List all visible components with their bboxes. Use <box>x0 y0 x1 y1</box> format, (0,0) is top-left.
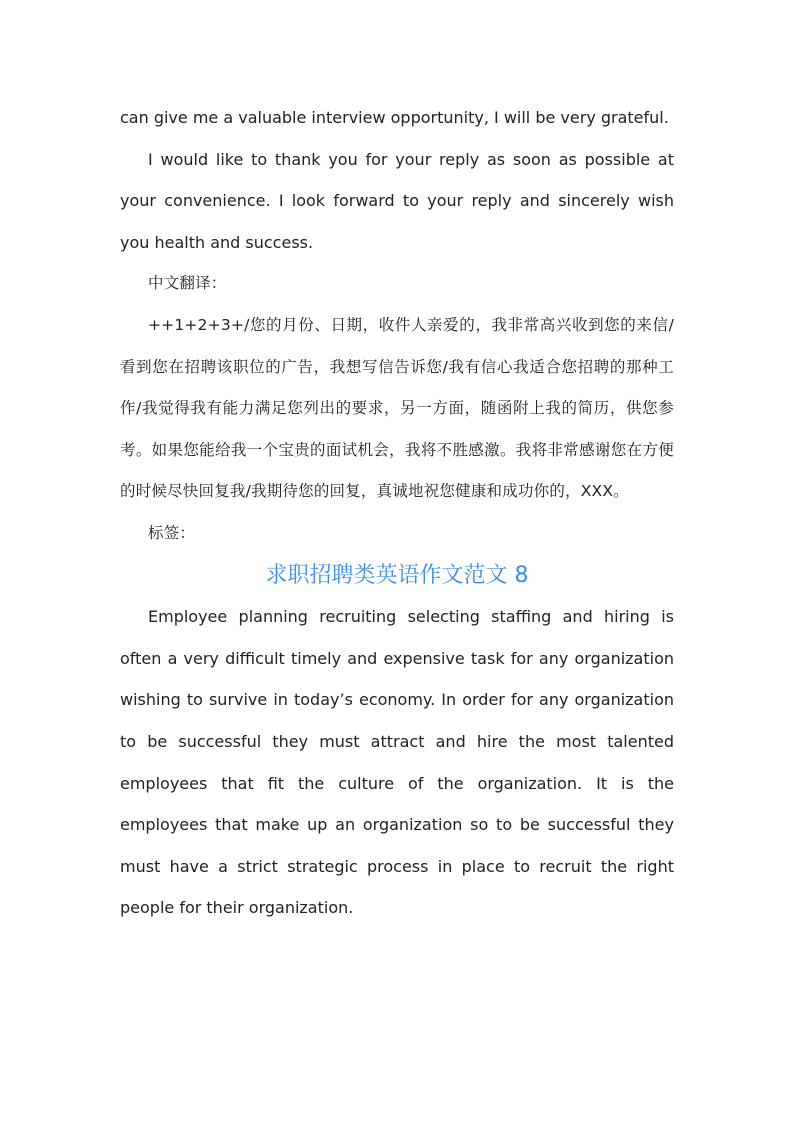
section-heading: 求职招聘类英语作文范文 8 <box>265 562 529 588</box>
paragraph-closing-2: I would like to thank you for your reply as soon as possible at your convenience. I look forward to your reply and sincerely wish you health and success. <box>120 149 674 252</box>
paragraph-closing-1: can give me a valuable interview opportunity, I will be very grateful. <box>120 108 669 127</box>
document-body <box>120 97 674 929</box>
translation-paragraph: ++1+2+3+/您的月份、日期，收件人亲爱的，我非常高兴收到您的来信/看到您在招聘该职位的广告，我想写信告诉您/我有信心我适合您招聘的那种工作/我觉得我有能力满足您列出的要求，另一方面，随函附上我的简历，供您参考。如果您能给我一个宝贵的面试机会，我将不胜感激。我将非常感谢您在方便的时候尽快回复我/我期待您的回复，真诚地祝您健康和成功你的，XXX。 <box>120 315 674 501</box>
tags-label: 标签： <box>148 523 196 542</box>
translation-label: 中文翻译： <box>148 274 227 293</box>
essay-paragraph: Employee planning recruiting selecting staffing and hiring is often a very difficult timely and expensive task for any organization wishing to survive in today’s economy. In order for any organization to be successful they must attract and hire the most talented employees that fit the culture of the organization. It is the employees that make up an organization so to be successful they must have a strict strategic process in place to recruit the right people for their organization. <box>120 607 674 918</box>
